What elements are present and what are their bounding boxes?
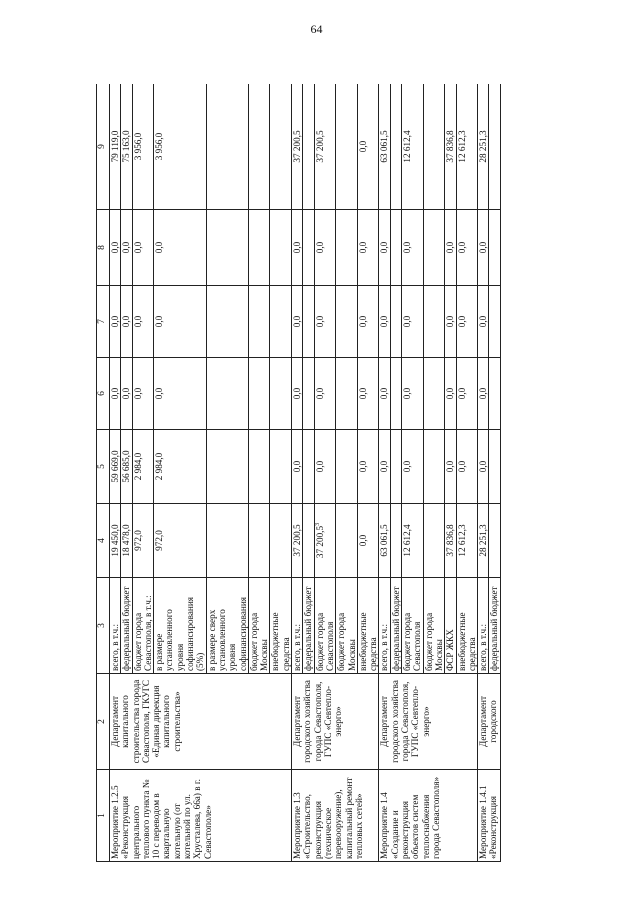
executor-cell: Департамент капитального строительства города Севастополя, ГКУГС «Единая дирекция капитального строительства» bbox=[110, 674, 292, 770]
amount-value: 0,0 bbox=[478, 241, 489, 254]
amount-cell bbox=[292, 358, 303, 430]
header-cell: 6 bbox=[97, 358, 110, 430]
amount-value: 0,0 bbox=[132, 387, 143, 400]
amount-value: 0,0 bbox=[154, 387, 165, 400]
amount-cell bbox=[206, 286, 248, 358]
amount-value: 0,0 bbox=[121, 241, 132, 254]
header-cell: 9 bbox=[97, 84, 110, 210]
amount-cell bbox=[121, 504, 132, 578]
amount-cell bbox=[154, 210, 206, 286]
amount-cell bbox=[121, 358, 132, 430]
amount-cell bbox=[456, 286, 478, 358]
funding-source-cell: бюджет города Севастополя bbox=[314, 578, 336, 674]
amount-cell bbox=[248, 84, 270, 210]
rotated-table-container bbox=[96, 84, 530, 862]
header-cell: 5 bbox=[97, 430, 110, 504]
amount-cell bbox=[132, 286, 154, 358]
amount-cell bbox=[357, 286, 379, 358]
amount-cell bbox=[270, 504, 292, 578]
amount-cell bbox=[379, 84, 390, 210]
amount-cell bbox=[132, 210, 154, 286]
amount-value: 0,0 bbox=[110, 387, 120, 400]
amount-value: 0,0 bbox=[456, 460, 467, 473]
amount-cell bbox=[456, 504, 478, 578]
amount-cell bbox=[423, 504, 445, 578]
amount-cell bbox=[248, 430, 270, 504]
amount-cell bbox=[314, 210, 336, 286]
amount-value: 37 200,5 bbox=[314, 130, 325, 163]
amount-cell bbox=[423, 358, 445, 430]
table-row bbox=[110, 84, 121, 862]
amount-cell bbox=[206, 504, 248, 578]
table-row bbox=[478, 84, 489, 862]
amount-value: 0,0 bbox=[357, 241, 368, 254]
amount-value: 0,0 bbox=[154, 241, 165, 254]
amount-cell bbox=[121, 430, 132, 504]
amount-cell bbox=[423, 210, 445, 286]
amount-cell bbox=[154, 430, 206, 504]
amount-cell bbox=[132, 358, 154, 430]
amount-cell bbox=[390, 210, 401, 286]
amount-cell bbox=[390, 504, 401, 578]
amount-value: 0,0 bbox=[402, 315, 413, 328]
amount-value: 0,0 bbox=[357, 315, 368, 328]
amount-cell bbox=[379, 430, 390, 504]
amount-value: 0,0 bbox=[379, 387, 390, 400]
funding-source-cell: всего, в т.ч.: bbox=[292, 578, 303, 674]
amount-value: 0,0 bbox=[314, 241, 325, 254]
amount-value: 0,0 bbox=[110, 241, 120, 254]
amount-cell bbox=[445, 84, 456, 210]
amount-cell bbox=[402, 84, 424, 210]
amount-cell bbox=[270, 430, 292, 504]
amount-cell bbox=[110, 430, 121, 504]
amount-cell bbox=[379, 504, 390, 578]
amount-value: 0,0 bbox=[110, 315, 120, 328]
amount-cell bbox=[314, 286, 336, 358]
amount-cell bbox=[248, 210, 270, 286]
budget-table bbox=[96, 84, 501, 862]
amount-cell bbox=[357, 504, 379, 578]
amount-cell bbox=[270, 286, 292, 358]
amount-cell bbox=[489, 430, 500, 504]
amount-cell bbox=[132, 84, 154, 210]
amount-value: 79 119,0 bbox=[110, 130, 120, 163]
amount-value: 0,0 bbox=[357, 140, 368, 153]
amount-cell bbox=[248, 358, 270, 430]
funding-source-cell: ФСР ЖКХ bbox=[445, 578, 456, 674]
funding-source-cell: всего, в т.ч.: bbox=[379, 578, 390, 674]
amount-value: 75 163,0 bbox=[121, 130, 132, 163]
header-cell: 3 bbox=[97, 578, 110, 674]
activity-cell: Мероприятие 1.2.5 «Реконструкция центрального теплового пункта № 10 с переводом в квартальную котельную (от котельной по ул. Хрусталева, 66а) в г. Севастополе» bbox=[110, 770, 292, 862]
funding-source-cell: федеральный бюджет bbox=[303, 578, 314, 674]
amount-cell bbox=[336, 504, 358, 578]
amount-cell bbox=[489, 210, 500, 286]
amount-cell bbox=[110, 286, 121, 358]
amount-value: 0,0 bbox=[478, 460, 489, 473]
amount-value: 63 061,5 bbox=[379, 130, 390, 163]
amount-value: 12 612,3 bbox=[456, 130, 467, 163]
amount-value: 0,0 bbox=[402, 387, 413, 400]
amount-cell bbox=[110, 210, 121, 286]
header-cell: 1 bbox=[97, 770, 110, 862]
header-cell: 8 bbox=[97, 210, 110, 286]
amount-cell bbox=[390, 430, 401, 504]
header-cell: 4 bbox=[97, 504, 110, 578]
amount-cell bbox=[489, 504, 500, 578]
amount-cell bbox=[336, 430, 358, 504]
amount-cell bbox=[303, 504, 314, 578]
amount-cell bbox=[110, 358, 121, 430]
amount-cell bbox=[478, 84, 489, 210]
amount-value: 0,0 bbox=[402, 241, 413, 254]
amount-value: 0,0 bbox=[478, 387, 489, 400]
amount-value: 2 984,0 bbox=[154, 452, 165, 481]
rotated-table-frame bbox=[96, 84, 530, 862]
amount-cell bbox=[489, 286, 500, 358]
amount-cell bbox=[423, 430, 445, 504]
amount-value: 0,0 bbox=[402, 460, 413, 473]
amount-cell bbox=[478, 210, 489, 286]
amount-value: 0,0 bbox=[445, 460, 456, 473]
amount-cell bbox=[270, 210, 292, 286]
amount-cell bbox=[303, 430, 314, 504]
amount-cell bbox=[357, 210, 379, 286]
funding-source-cell: федеральный бюджет bbox=[390, 578, 401, 674]
amount-cell bbox=[390, 286, 401, 358]
amount-cell bbox=[292, 286, 303, 358]
amount-cell bbox=[478, 504, 489, 578]
amount-cell bbox=[402, 358, 424, 430]
amount-value: 0,0 bbox=[132, 241, 143, 254]
header-cell: 2 bbox=[97, 674, 110, 770]
amount-cell bbox=[154, 84, 206, 210]
amount-cell bbox=[357, 358, 379, 430]
amount-cell bbox=[206, 84, 248, 210]
funding-source-cell: бюджет города Москвы bbox=[336, 578, 358, 674]
footnote-mark: 3 bbox=[314, 522, 321, 526]
amount-cell bbox=[423, 84, 445, 210]
amount-value: 0,0 bbox=[314, 315, 325, 328]
amount-value: 0,0 bbox=[357, 534, 368, 547]
amount-value: 0,0 bbox=[292, 460, 303, 473]
amount-value: 28 251,3 bbox=[478, 524, 489, 557]
amount-value: 12 612,4 bbox=[402, 524, 413, 557]
amount-value: 2 984,0 bbox=[132, 452, 143, 481]
amount-cell bbox=[292, 430, 303, 504]
activity-cell: Мероприятие 1.4.1 «Реконструкция bbox=[478, 770, 501, 862]
amount-value: 0,0 bbox=[357, 387, 368, 400]
amount-cell bbox=[206, 358, 248, 430]
amount-cell bbox=[489, 358, 500, 430]
amount-value: 0,0 bbox=[379, 460, 390, 473]
amount-cell bbox=[248, 286, 270, 358]
amount-cell bbox=[336, 286, 358, 358]
amount-cell bbox=[379, 210, 390, 286]
amount-cell bbox=[402, 210, 424, 286]
amount-cell bbox=[445, 210, 456, 286]
amount-cell bbox=[154, 358, 206, 430]
amount-cell bbox=[456, 210, 478, 286]
amount-cell bbox=[379, 358, 390, 430]
funding-source-cell: всего, в т.ч.: bbox=[478, 578, 489, 674]
amount-cell bbox=[445, 358, 456, 430]
amount-cell bbox=[478, 286, 489, 358]
funding-source-cell: в размере сверх установленного уровня софинансирования bbox=[206, 578, 248, 674]
funding-source-cell: бюджет города Москвы bbox=[248, 578, 270, 674]
amount-value: 19 450,0 bbox=[110, 524, 120, 557]
amount-value: 37 200,5 bbox=[292, 524, 303, 557]
amount-cell bbox=[270, 84, 292, 210]
page-number: 64 bbox=[310, 22, 323, 36]
amount-value: 0,0 bbox=[314, 460, 325, 473]
amount-value: 3 956,0 bbox=[132, 132, 143, 161]
amount-value: 0,0 bbox=[379, 241, 390, 254]
funding-source-cell: федеральный бюджет bbox=[489, 578, 500, 674]
amount-cell bbox=[248, 504, 270, 578]
amount-value: 0,0 bbox=[445, 241, 456, 254]
amount-cell bbox=[357, 430, 379, 504]
amount-cell bbox=[206, 430, 248, 504]
amount-cell bbox=[314, 504, 336, 578]
amount-cell bbox=[456, 430, 478, 504]
amount-value: 18 478,0 bbox=[121, 524, 132, 557]
amount-cell bbox=[402, 504, 424, 578]
activity-cell: Мероприятие 1.4 «Создание и реконструкция объектов систем теплоснабжения города Севастополя» bbox=[379, 770, 478, 862]
amount-cell bbox=[423, 286, 445, 358]
funding-source-cell: внебюджетные средства bbox=[270, 578, 292, 674]
amount-value: 0,0 bbox=[379, 315, 390, 328]
amount-value: 0,0 bbox=[121, 315, 132, 328]
amount-value: 37 200,5 bbox=[292, 130, 303, 163]
amount-cell bbox=[303, 210, 314, 286]
amount-value: 0,0 bbox=[456, 241, 467, 254]
amount-cell bbox=[445, 430, 456, 504]
amount-cell bbox=[336, 84, 358, 210]
amount-value: 0,0 bbox=[132, 315, 143, 328]
amount-value: 0,0 bbox=[314, 387, 325, 400]
amount-cell bbox=[489, 84, 500, 210]
table-row bbox=[292, 84, 303, 862]
amount-value: 0,0 bbox=[456, 387, 467, 400]
funding-source-cell: бюджет города Севастополя bbox=[402, 578, 424, 674]
amount-cell bbox=[478, 430, 489, 504]
amount-cell bbox=[303, 286, 314, 358]
amount-value: 56 685,0 bbox=[121, 450, 132, 483]
amount-cell bbox=[336, 210, 358, 286]
amount-cell bbox=[379, 286, 390, 358]
amount-value: 972,0 bbox=[154, 530, 165, 551]
amount-value: 0,0 bbox=[154, 315, 165, 328]
amount-value: 28 251,3 bbox=[478, 130, 489, 163]
amount-value: 0,0 bbox=[292, 241, 303, 254]
amount-cell bbox=[314, 358, 336, 430]
amount-value: 0,0 bbox=[292, 387, 303, 400]
funding-source-cell: внебюджетные средства bbox=[456, 578, 478, 674]
amount-cell bbox=[357, 84, 379, 210]
amount-cell bbox=[303, 84, 314, 210]
amount-cell bbox=[132, 504, 154, 578]
amount-cell bbox=[445, 286, 456, 358]
amount-cell bbox=[292, 84, 303, 210]
amount-cell bbox=[121, 210, 132, 286]
funding-source-cell: внебюджетные средства bbox=[357, 578, 379, 674]
executor-cell: Департамент городского bbox=[478, 674, 501, 770]
amount-cell bbox=[132, 430, 154, 504]
amount-cell bbox=[445, 504, 456, 578]
table-row bbox=[379, 84, 390, 862]
amount-value: 3 956,0 bbox=[154, 132, 165, 161]
amount-value: 972,0 bbox=[132, 530, 143, 551]
activity-cell: Мероприятие 1.3 «Строительство, реконструкция (техническое перевооружение), капитальный ремонт тепловых сетей» bbox=[292, 770, 379, 862]
funding-source-cell: всего, в т.ч.: bbox=[110, 578, 121, 674]
amount-value: 0,0 bbox=[292, 315, 303, 328]
amount-value: 0,0 bbox=[445, 315, 456, 328]
amount-cell bbox=[390, 358, 401, 430]
table-header-row bbox=[97, 84, 110, 862]
amount-value: 0,0 bbox=[478, 315, 489, 328]
funding-source-cell: бюджет города Москвы bbox=[423, 578, 445, 674]
amount-value: 12 612,4 bbox=[402, 130, 413, 163]
amount-cell bbox=[402, 430, 424, 504]
amount-value: 37 836,8 bbox=[445, 524, 456, 557]
amount-cell bbox=[292, 504, 303, 578]
amount-value: 59 669,0 bbox=[110, 450, 120, 483]
executor-cell: Департамент городского хозяйства города Севастополя, ГУПС «Севтепло-энерго» bbox=[292, 674, 379, 770]
table-body bbox=[110, 84, 501, 862]
amount-value: 0,0 bbox=[445, 387, 456, 400]
amount-cell bbox=[270, 358, 292, 430]
executor-cell: Департамент городского хозяйства города Севастополя, ГУПС «Севтепло-энерго» bbox=[379, 674, 478, 770]
amount-cell bbox=[336, 358, 358, 430]
amount-cell bbox=[206, 210, 248, 286]
amount-value: 12 612,3 bbox=[456, 524, 467, 557]
funding-source-cell: федеральный бюджет bbox=[121, 578, 132, 674]
amount-cell bbox=[314, 84, 336, 210]
amount-cell bbox=[154, 504, 206, 578]
amount-cell bbox=[121, 84, 132, 210]
amount-cell bbox=[390, 84, 401, 210]
amount-cell bbox=[121, 286, 132, 358]
amount-cell bbox=[478, 358, 489, 430]
amount-cell bbox=[154, 286, 206, 358]
amount-value: 0,0 bbox=[121, 387, 132, 400]
amount-cell bbox=[303, 358, 314, 430]
amount-cell bbox=[456, 84, 478, 210]
funding-source-cell: в размере установленного уровня софинансирования (5%) bbox=[154, 578, 206, 674]
amount-cell bbox=[110, 504, 121, 578]
amount-value: 37 836,8 bbox=[445, 130, 456, 163]
amount-value: 0,0 bbox=[357, 460, 368, 473]
amount-value: 0,0 bbox=[456, 315, 467, 328]
funding-source-cell: бюджет города Севастополя, в т.ч.: bbox=[132, 578, 154, 674]
amount-cell bbox=[456, 358, 478, 430]
amount-cell bbox=[292, 210, 303, 286]
amount-cell bbox=[314, 430, 336, 504]
amount-value: 63 061,5 bbox=[379, 524, 390, 557]
amount-cell bbox=[110, 84, 121, 210]
header-cell: 7 bbox=[97, 286, 110, 358]
amount-value: 37 200,5 bbox=[314, 525, 325, 559]
amount-cell bbox=[402, 286, 424, 358]
